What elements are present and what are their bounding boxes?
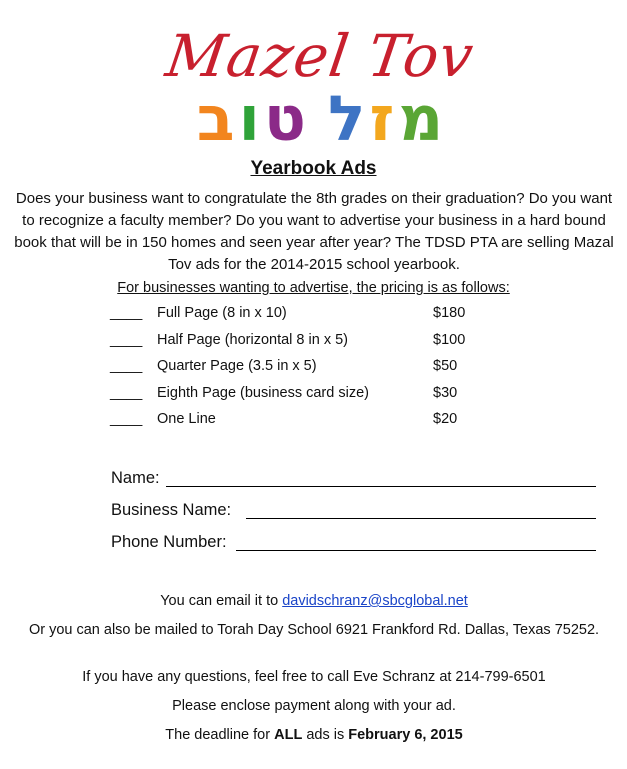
price-row [110,302,530,324]
logo-script-text: Mazel Tov [161,22,479,90]
deadline-line [14,725,614,746]
ad-price: $30 [433,385,458,401]
hebrew-letter: ז [369,82,395,155]
checkbox-blank[interactable]: ____ [110,385,143,401]
phone-number-label: Phone Number: [111,533,227,551]
hebrew-letter: מ [398,82,444,155]
checkbox-blank[interactable]: ____ [110,332,143,348]
page-title: Yearbook Ads [250,158,377,179]
questions-line: If you have any questions, feel free to call Eve Schranz at 214-799-6501 [82,669,546,685]
ad-size-label: One Line [157,411,216,427]
email-prefix: You can email it to [160,593,283,609]
intro-paragraph: Does your business want to congratulate the 8th grades on their graduation? Do you want to recognize a faculty member? Do you want to advertise your business in a hard bound book that will be in 150 homes and seen year after year? The TDSD PTA are selling Mazal Tov ads for the 2014-2015 school yearbook. [14,190,614,273]
price-row [110,355,530,377]
checkbox-blank[interactable]: ____ [110,305,143,321]
business-name-field [111,498,596,522]
email-line [14,591,614,612]
deadline-all: ALL [274,727,303,743]
ad-size-label: Half Page (horizontal 8 in x 5) [157,332,349,348]
deadline-date: February 6, 2015 [348,727,463,743]
mazel-tov-logo [150,22,490,155]
ad-size-label: Quarter Page (3.5 in x 5) [157,358,317,374]
email-link[interactable]: davidschranz@sbcglobal.net [282,593,468,609]
business-name-label: Business Name: [111,501,232,519]
phone-number-field [111,530,596,554]
mail-address-line: Or you can also be mailed to Torah Day School 6921 Frankford Rd. Dallas, Texas 75252. [28,622,600,638]
ad-price: $50 [433,358,458,374]
ad-size-label: Full Page (8 in x 10) [157,305,287,321]
hebrew-letter: ט [263,82,306,155]
ad-price: $20 [433,411,458,427]
ad-price: $100 [433,332,466,348]
phone-number-input-line[interactable] [236,550,596,551]
name-label: Name: [111,469,160,487]
deadline-middle: ads is [302,727,349,743]
name-field [111,466,596,490]
price-row [110,382,530,404]
checkbox-blank[interactable]: ____ [110,358,143,374]
business-name-input-line[interactable] [246,518,596,519]
hebrew-letter: ל [328,82,366,155]
deadline-prefix: The deadline for [165,727,275,743]
price-row [110,329,530,351]
pricing-heading: For businesses wanting to advertise, the pricing is as follows: [117,280,510,296]
payment-line: Please enclose payment along with your ad. [172,698,456,714]
ad-price: $180 [433,305,466,321]
logo-hebrew-text [150,80,490,155]
checkbox-blank[interactable]: ____ [110,411,143,427]
ad-size-label: Eighth Page (business card size) [157,385,369,401]
price-row [110,408,530,430]
name-input-line[interactable] [166,486,596,487]
hebrew-letter: ו [238,82,260,155]
hebrew-letter: ב [196,82,235,155]
